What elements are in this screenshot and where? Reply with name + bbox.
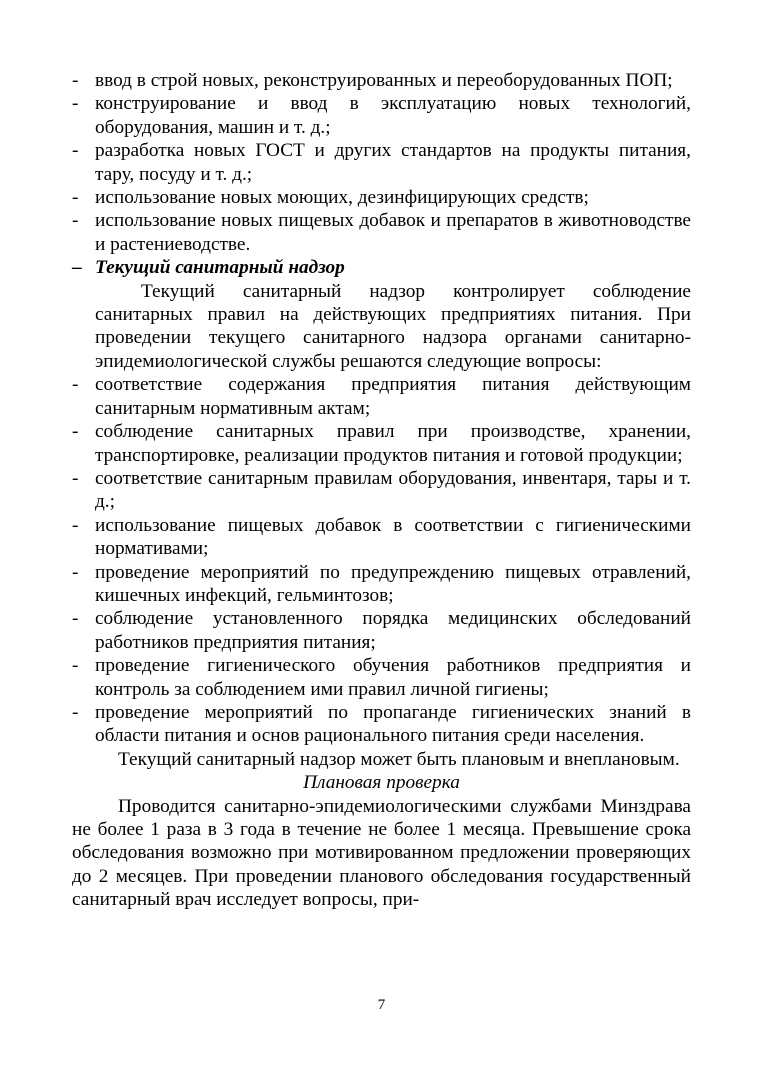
list-item-text: соответствие содержания предприятия питания действующим санитарным нормативным актам; bbox=[95, 374, 691, 419]
intro-bullet-list bbox=[72, 69, 691, 256]
list-item bbox=[72, 139, 691, 186]
section-title: Текущий санитарный надзор bbox=[95, 257, 345, 279]
section-closing-paragraph: Текущий санитарный надзор может быть плановым и внеплановым. bbox=[118, 748, 680, 770]
section-heading bbox=[72, 256, 691, 279]
list-item-text: соблюдение установленного порядка медицинских обследований работников предприятия питания; bbox=[95, 608, 691, 653]
bullet-marker: - bbox=[72, 421, 79, 443]
list-item-text: проведение мероприятий по предупреждению пищевых отравлений, кишечных инфекций, гельминтозов; bbox=[95, 561, 691, 606]
bullet-marker: - bbox=[72, 655, 79, 677]
list-item-text: соблюдение санитарных правил при производстве, хранении, транспортировке, реализации продуктов питания и готовой продукции; bbox=[95, 421, 691, 466]
list-item-text: конструирование и ввод в эксплуатацию новых технологий, оборудования, машин и т. д.; bbox=[95, 93, 691, 138]
subsection-paragraph: Проводится санитарно-эпидемиологическими службами Минздрава не более 1 раза в 3 года в течение не более 1 месяца. Превышение срока обследования возможно при мотивированном предложении проверяющих до 2 месяцев. При проведении планового обследования государственный санитарный врач исследует вопросы, при- bbox=[72, 795, 691, 911]
document-page bbox=[72, 69, 691, 912]
bullet-marker: - bbox=[72, 701, 79, 723]
list-item bbox=[72, 607, 691, 654]
list-item bbox=[72, 186, 691, 209]
list-item-text: разработка новых ГОСТ и других стандартов на продукты питания, тару, посуду и т. д.; bbox=[95, 140, 691, 185]
list-item-text: использование пищевых добавок в соответствии с гигиеническими нормативами; bbox=[95, 514, 691, 560]
section-intro-paragraph: Текущий санитарный надзор контролирует соблюдение санитарных правил на действующих предприятиях питания. При проведении текущего санитарного надзора органами санитарно-эпидемиологической службы решаются следующие вопросы: bbox=[95, 280, 691, 372]
bullet-marker: - bbox=[72, 93, 79, 115]
list-item bbox=[72, 654, 691, 701]
section-marker: – bbox=[72, 257, 82, 279]
bullet-marker: - bbox=[72, 561, 79, 583]
list-item-text: соответствие санитарным правилам оборудования, инвентаря, тары и т. д.; bbox=[95, 467, 691, 513]
list-item bbox=[72, 373, 691, 420]
subsection-title: Плановая проверка bbox=[303, 772, 460, 794]
list-item bbox=[72, 209, 691, 256]
bullet-marker: - bbox=[72, 140, 79, 162]
bullet-marker: - bbox=[72, 210, 79, 232]
list-item bbox=[72, 69, 691, 92]
bullet-marker: - bbox=[72, 374, 79, 396]
list-item-text: использование новых моющих, дезинфицирующих средств; bbox=[95, 187, 589, 209]
list-item-text: проведение мероприятий по пропаганде гигиенических знаний в области питания и основ рационального питания среди населения. bbox=[95, 701, 691, 747]
bullet-marker: - bbox=[72, 70, 79, 91]
bullet-marker: - bbox=[72, 514, 79, 536]
list-item bbox=[72, 467, 691, 514]
list-item bbox=[72, 514, 691, 561]
bullet-marker: - bbox=[72, 187, 79, 209]
list-item bbox=[72, 701, 691, 748]
list-item-text: ввод в строй новых, реконструированных и переоборудованных ПОП; bbox=[95, 70, 673, 91]
list-item-text: проведение гигиенического обучения работников предприятия и контроль за соблюдением ими правил личной гигиены; bbox=[95, 655, 691, 700]
page-number: 7 bbox=[377, 997, 386, 1013]
list-item bbox=[72, 420, 691, 467]
list-item bbox=[72, 561, 691, 608]
list-item-text: использование новых пищевых добавок и препаратов в животноводстве и растениеводстве. bbox=[95, 210, 691, 255]
section-bullet-list bbox=[72, 373, 691, 748]
list-item bbox=[72, 92, 691, 139]
bullet-marker: - bbox=[72, 608, 79, 630]
bullet-marker: - bbox=[72, 467, 79, 489]
